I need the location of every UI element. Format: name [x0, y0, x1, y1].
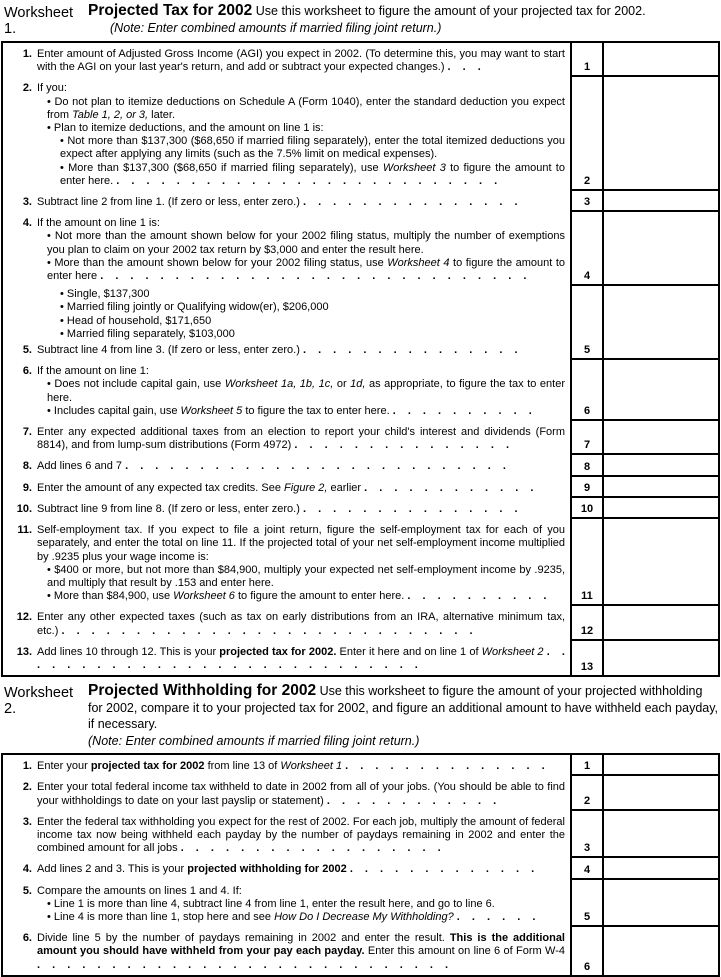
item-number: 3.	[22, 196, 32, 209]
item-number: 4.	[22, 217, 32, 230]
worksheet-row	[3, 43, 718, 77]
line-number-cell: 12	[570, 606, 602, 640]
worksheet-row	[3, 606, 718, 640]
item-paragraph: 13. Add lines 10 through 12. This is your projected tax for 2002. Enter it here and on line 1 of Worksheet 2 . . . . . . . . . . . . . . . . . . . . . . . . . . . .	[3, 646, 565, 672]
worksheet-row	[3, 641, 718, 675]
item-number: 10.	[16, 502, 32, 515]
row-text-cell	[3, 880, 570, 928]
line-number-cell: 10	[570, 498, 602, 519]
item-paragraph: 12. Enter any other expected taxes (such as tax on early distributions from an IRA, alternative minimum tax, etc.) . . . . . . . . . . . . . . . . . . . . . . . . . . . .	[3, 611, 565, 637]
line-number-cell: 3	[570, 191, 602, 212]
amount-entry-cell[interactable]	[602, 519, 718, 606]
row-text-cell	[3, 360, 570, 421]
line-number-cell: 7	[570, 421, 602, 455]
line-number-cell: 3	[570, 811, 602, 859]
dotted-leader: . . .	[447, 61, 481, 74]
worksheet-row	[3, 776, 718, 810]
dotted-leader: . . . . . . . . . . . . . . .	[302, 502, 518, 515]
item-number: 8.	[22, 460, 32, 473]
item-number: 1.	[22, 48, 32, 60]
item-number: 5.	[22, 344, 32, 357]
row-text-cell	[3, 776, 570, 810]
row-text-cell	[3, 212, 570, 286]
item-number: 3.	[22, 815, 32, 828]
amount-entry-cell[interactable]	[602, 477, 718, 498]
worksheet2-heading	[0, 677, 721, 753]
worksheet-row	[3, 477, 718, 498]
worksheet2-heading-body	[88, 683, 719, 749]
row-text-cell	[3, 641, 570, 675]
row-text-cell	[3, 191, 570, 212]
row-text-cell	[3, 477, 570, 498]
dotted-leader: . . . . . . . . . . . . . . . . . . . . . . . . . . . .	[37, 958, 449, 971]
bullet-paragraph: • Head of household, $171,650	[60, 314, 212, 327]
dotted-leader: . . . . . . . . . . . .	[364, 481, 534, 494]
amount-entry-cell[interactable]	[602, 77, 718, 191]
item-number: 6.	[22, 365, 32, 378]
worksheet1-table	[1, 41, 720, 677]
bullet-paragraph: • Includes capital gain, use Worksheet 5 to figure the tax to enter here. . . . . . . . . . .	[47, 404, 532, 417]
item-paragraph: 5. Subtract line 4 from line 3. (If zero or less, enter zero.) . . . . . . . . . . . . . . .	[3, 344, 565, 357]
row-text-cell	[3, 77, 570, 191]
amount-entry-cell[interactable]	[602, 776, 718, 810]
worksheet1-label: Worksheet 1.	[4, 5, 74, 37]
dotted-leader: . . . . . . . . . . . . . . . . . . . . . . . . . . . .	[37, 645, 565, 671]
item-number: 2.	[22, 781, 32, 794]
row-text-cell	[3, 455, 570, 476]
amount-entry-cell[interactable]	[602, 606, 718, 640]
worksheet2-subtitle: Use this worksheet to figure the amount of your projected withholding for 2002, compare it to your projected tax for 2002, and figure an additional amount to have withheld each payday, if necessary.	[88, 684, 719, 732]
line-number-cell: 1	[570, 755, 602, 776]
amount-entry-cell[interactable]	[602, 360, 718, 421]
item-paragraph: 8. Add lines 6 and 7 . . . . . . . . . . . . . . . . . . . . . . . . . .	[3, 460, 565, 473]
worksheet1-heading	[0, 0, 721, 41]
worksheet-row	[3, 212, 718, 286]
row-text-cell	[3, 811, 570, 859]
amount-entry-cell[interactable]	[602, 421, 718, 455]
line-number-cell: 1	[570, 43, 602, 77]
worksheet-row	[3, 77, 718, 191]
worksheet-row	[3, 811, 718, 859]
worksheet-row	[3, 455, 718, 476]
dotted-leader: . . . . . . . . . . . . . . . . . .	[180, 842, 441, 855]
item-paragraph: 3. Enter the federal tax withholding you expect for the rest of 2002. For each job, multiply the amount of federal income tax now being withheld each payday by the number of paydays remaining in 2002 and enter the combined amount for all jobs . . . . . . . . . . . . . . . . . .	[3, 816, 565, 856]
line-number-cell: 13	[570, 641, 602, 675]
bullet-paragraph: • Married filing jointly or Qualifying widow(er), $206,000	[60, 301, 329, 314]
item-paragraph: 11. Self-employment tax. If you expect to file a joint return, figure the self-employment tax for each of you separately, and enter the total on line 11. If the projected total of your net self-employment income multiplied by .9235 plus your wage income is:	[3, 524, 565, 564]
dotted-leader: . . . . . . . . . . . . .	[349, 863, 535, 876]
row-text-cell	[3, 421, 570, 455]
worksheet2-note: (Note: Enter combined amounts if married filing joint return.)	[88, 733, 420, 748]
dotted-leader: . . . . . . . . . . . . . . . . . . . . . . . . . .	[125, 460, 506, 473]
item-paragraph: 2. Enter your total federal income tax withheld to date in 2002 from all of your jobs. (You should be able to find your withholdings to date on your last payslip or statement) . . . . . . . . . . . .	[3, 781, 565, 807]
worksheet1-note: (Note: Enter combined amounts if married filing joint return.)	[110, 20, 442, 35]
worksheet2-title: Projected Withholding for 2002	[88, 682, 317, 700]
bullet-paragraph: • $400 or more, but not more than $84,900, multiply your expected net self-employment income by .9235, and multiply that result by .153 and enter here.	[47, 563, 565, 589]
worksheet1-heading-body	[88, 3, 719, 36]
item-paragraph: 4. If the amount on line 1 is:	[3, 217, 565, 230]
row-text-cell	[3, 43, 570, 77]
amount-entry-cell[interactable]	[602, 927, 718, 975]
worksheet-row	[3, 498, 718, 519]
item-paragraph: 6. If the amount on line 1:	[3, 365, 565, 378]
item-number: 13.	[16, 645, 32, 658]
bullet-paragraph: • Not more than the amount shown below for your 2002 filing status, multiply the number of exemptions you plan to claim on your 2002 tax return by $3,000 and enter the result here.	[47, 230, 565, 256]
bullet-paragraph: • More than the amount shown below for your 2002 filing status, use Worksheet 4 to figure the amount to enter here . . . . . . . . . . . . . . . . . . . . . . . . . . . . .	[47, 256, 565, 283]
bullet-paragraph: • Not more than $137,300 ($68,650 if married filing separately), enter the total itemized deductions you expect after applying any limits (such as the 7.5% limit on medical expenses).	[60, 135, 565, 161]
dotted-leader: . . . . . . . . . . . . . . .	[302, 196, 518, 209]
dotted-leader: . . . . . . . . . . . .	[326, 794, 497, 807]
row-text-cell	[3, 927, 570, 975]
worksheet-row	[3, 191, 718, 212]
worksheet-row	[3, 360, 718, 421]
item-number: 2.	[22, 82, 32, 95]
bullet-paragraph: • More than $137,300 ($68,650 if married filing separately), use Worksheet 3 to figure the amount to enter here. . . . . . . . . . . . . . . . . . . . . . . . . . .	[60, 161, 565, 187]
item-paragraph: 5. Compare the amounts on lines 1 and 4. If:	[3, 885, 565, 898]
bullet-paragraph: • Plan to itemize deductions, and the amount on line 1 is:	[47, 122, 324, 135]
line-number-cell: 4	[570, 858, 602, 879]
amount-entry-cell[interactable]	[602, 498, 718, 519]
dotted-leader: . . . . . . . . . . . . . .	[345, 760, 545, 773]
item-number: 4.	[22, 863, 32, 876]
item-paragraph: 4. Add lines 2 and 3. This is your projected withholding for 2002 . . . . . . . . . . . . .	[3, 863, 565, 876]
item-number: 9.	[22, 481, 32, 494]
worksheet-row	[3, 755, 718, 776]
line-number-cell: 8	[570, 455, 602, 476]
line-number-cell: 11	[570, 519, 602, 606]
amount-entry-cell[interactable]	[602, 455, 718, 476]
line-number-cell: 2	[570, 77, 602, 191]
worksheet-row	[3, 421, 718, 455]
bullet-paragraph: • More than $84,900, use Worksheet 6 to figure the amount to enter here. . . . . . . . . . .	[47, 590, 547, 603]
amount-entry-cell[interactable]	[602, 755, 718, 776]
amount-entry-cell[interactable]	[602, 212, 718, 286]
worksheet1-title: Projected Tax for 2002	[88, 2, 253, 19]
line-number-cell: 4	[570, 212, 602, 286]
item-paragraph: 1. Enter your projected tax for 2002 from line 13 of Worksheet 1 . . . . . . . . . . . . . .	[3, 760, 565, 773]
worksheet1-subtitle: Use this worksheet to figure the amount of your projected tax for 2002.	[255, 4, 646, 18]
item-paragraph: 7. Enter any expected additional taxes from an election to report your child's interest and dividends (Form 8814), and from lump-sum distributions (Form 4972) . . . . . . . . . . . . . . .	[3, 426, 565, 452]
item-paragraph: 9. Enter the amount of any expected tax credits. See Figure 2, earlier . . . . . . . . . . . .	[3, 482, 565, 495]
row-text-cell	[3, 858, 570, 879]
dotted-leader: . . . . . . . . . . . . . . . . . . . . . . . . . . . . .	[100, 270, 527, 283]
worksheet2-table	[1, 753, 720, 977]
worksheet-row	[3, 286, 718, 360]
worksheet-row	[3, 880, 718, 928]
dotted-leader: . . . . . . . . . .	[392, 404, 532, 417]
bullet-paragraph: • Line 4 is more than line 1, stop here and see How Do I Decrease My Withholding? . . . . . .	[47, 910, 536, 923]
row-text-cell	[3, 606, 570, 640]
amount-entry-cell[interactable]	[602, 641, 718, 675]
row-text-cell	[3, 498, 570, 519]
row-text-cell	[3, 286, 570, 360]
amount-entry-cell[interactable]	[602, 191, 718, 212]
item-paragraph: 10. Subtract line 9 from line 8. (If zero or less, enter zero.) . . . . . . . . . . . . . . .	[3, 503, 565, 516]
dotted-leader: . . . . . .	[456, 910, 536, 923]
bullet-paragraph: • Line 1 is more than line 4, subtract line 4 from line 1, enter the result here, and go to line 6.	[47, 897, 495, 910]
item-number: 7.	[22, 426, 32, 439]
line-number-cell: 5	[570, 286, 602, 360]
item-number: 1.	[22, 760, 32, 773]
dotted-leader: . . . . . . . . . . . . . . . . . . . . . . . . . .	[116, 174, 498, 187]
worksheet-row	[3, 927, 718, 975]
bullet-paragraph: • Married filing separately, $103,000	[60, 327, 235, 340]
bullet-paragraph: • Single, $137,300	[60, 288, 150, 301]
row-text-cell	[3, 755, 570, 776]
line-number-cell: 2	[570, 776, 602, 810]
dotted-leader: . . . . . . . . . . . . . . . . . . . . . . . . . . . .	[61, 624, 473, 637]
worksheet-row	[3, 519, 718, 606]
item-paragraph: 3. Subtract line 2 from line 1. (If zero or less, enter zero.) . . . . . . . . . . . . . . .	[3, 196, 565, 209]
bullet-paragraph: • Does not include capital gain, use Worksheet 1a, 1b, 1c, or 1d, as appropriate, to figure the tax to enter here.	[47, 378, 565, 404]
item-paragraph: 6. Divide line 5 by the number of paydays remaining in 2002 and enter the result. This is the additional amount you should have withheld from your pay each payday. Enter this amount on line 6 of Form W-4 . . . . . . . . . . . . . . . . . . . . . . . . . . . .	[3, 932, 565, 972]
line-number-cell: 6	[570, 360, 602, 421]
worksheet-row	[3, 858, 718, 879]
item-paragraph: 1. Enter amount of Adjusted Gross Income (AGI) you expect in 2002. (To determine this, you may want to start with the AGI on your last year's return, and add or subtract your expected changes.) . . .	[3, 48, 565, 74]
item-number: 5.	[22, 884, 32, 897]
line-number-cell: 6	[570, 927, 602, 975]
worksheet2-label: Worksheet 2.	[4, 685, 74, 718]
bullet-paragraph: • Do not plan to itemize deductions on Schedule A (Form 1040), enter the standard deduction you expect from Table 1, 2, or 3, later.	[47, 95, 565, 121]
amount-entry-cell[interactable]	[602, 880, 718, 928]
item-number: 11.	[17, 524, 32, 537]
line-number-cell: 9	[570, 477, 602, 498]
item-number: 6.	[22, 932, 32, 945]
row-text-cell	[3, 519, 570, 606]
dotted-leader: . . . . . . . . . . . . . . .	[294, 439, 510, 452]
amount-entry-cell[interactable]	[602, 858, 718, 879]
amount-entry-cell[interactable]	[602, 43, 718, 77]
item-paragraph: 2. If you:	[3, 82, 565, 95]
amount-entry-cell[interactable]	[602, 286, 718, 360]
amount-entry-cell[interactable]	[602, 811, 718, 859]
dotted-leader: . . . . . . . . . .	[407, 590, 547, 603]
dotted-leader: . . . . . . . . . . . . . . .	[302, 344, 518, 357]
line-number-cell: 5	[570, 880, 602, 928]
item-number: 12.	[16, 611, 32, 624]
